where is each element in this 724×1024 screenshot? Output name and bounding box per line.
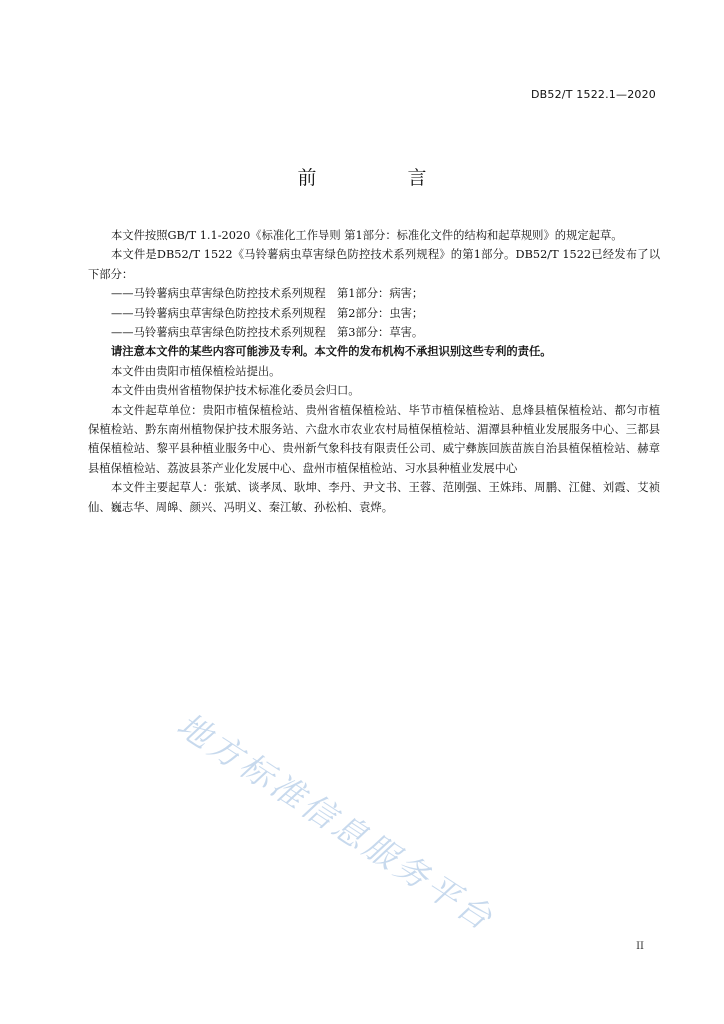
list-item-part-3: ——马铃薯病虫草害绿色防控技术系列规程 第3部分：草害。	[111, 326, 424, 340]
paragraph-proposer: 本文件由贵阳市植保植检站提出。	[111, 364, 281, 378]
list-item-part-2: ——马铃薯病虫草害绿色防控技术系列规程 第2部分：虫害；	[111, 306, 424, 320]
paragraph-centralized-by: 本文件由贵州省植物保护技术标准化委员会归口。	[111, 384, 360, 398]
paragraph-standard-basis: 本文件按照GB/T 1.1-2020《标准化工作导则 第1部分：标准化文件的结构和起草规则》的规定起草。	[111, 229, 623, 242]
paragraph-part-intro: 本文件是DB52/T 1522《马铃薯病虫草害绿色防控技术系列规程》的第1部分。DB52/T 1522已经发布了以下部分：	[88, 248, 660, 281]
document-id: DB52/T 1522.1—2020	[530, 88, 656, 101]
paragraph-drafters: 本文件主要起草人：张斌、谈孝凤、耿坤、李丹、尹文书、王蓉、范刚强、王姝玮、周鹏、江健、刘霞、艾祯仙、巍志华、周皞、颜兴、冯明义、秦江敏、孙松柏、袁烨。	[88, 481, 660, 514]
foreword-body	[88, 226, 660, 517]
watermark-text: 地方标准信息服务平台	[170, 704, 502, 940]
page-number: II	[636, 941, 644, 952]
list-item-part-1: ——马铃薯病虫草害绿色防控技术系列规程 第1部分：病害；	[111, 287, 424, 301]
paragraph-drafting-units: 本文件起草单位：贵阳市植保植检站、贵州省植保植检站、毕节市植保植检站、息烽县植保植检站、都匀市植保植检站、黔东南州植物保护技术服务站、六盘水市农业农村局植保植检站、湄潭县种植业发展服务中心、三都县植保植检站、黎平县种植业服务中心、贵州新气象科技有限责任公司、威宁彝族回族苗族自治县植保植检站、赫章县植保植检站、荔波县茶产业化发展中心、盘州市植保植检站、习水县种植业发展中心	[88, 403, 660, 475]
page-title: 前 言	[297, 167, 463, 189]
patent-notice: 请注意本文件的某些内容可能涉及专利。本文件的发布机构不承担识别这些专利的责任。	[111, 345, 552, 359]
